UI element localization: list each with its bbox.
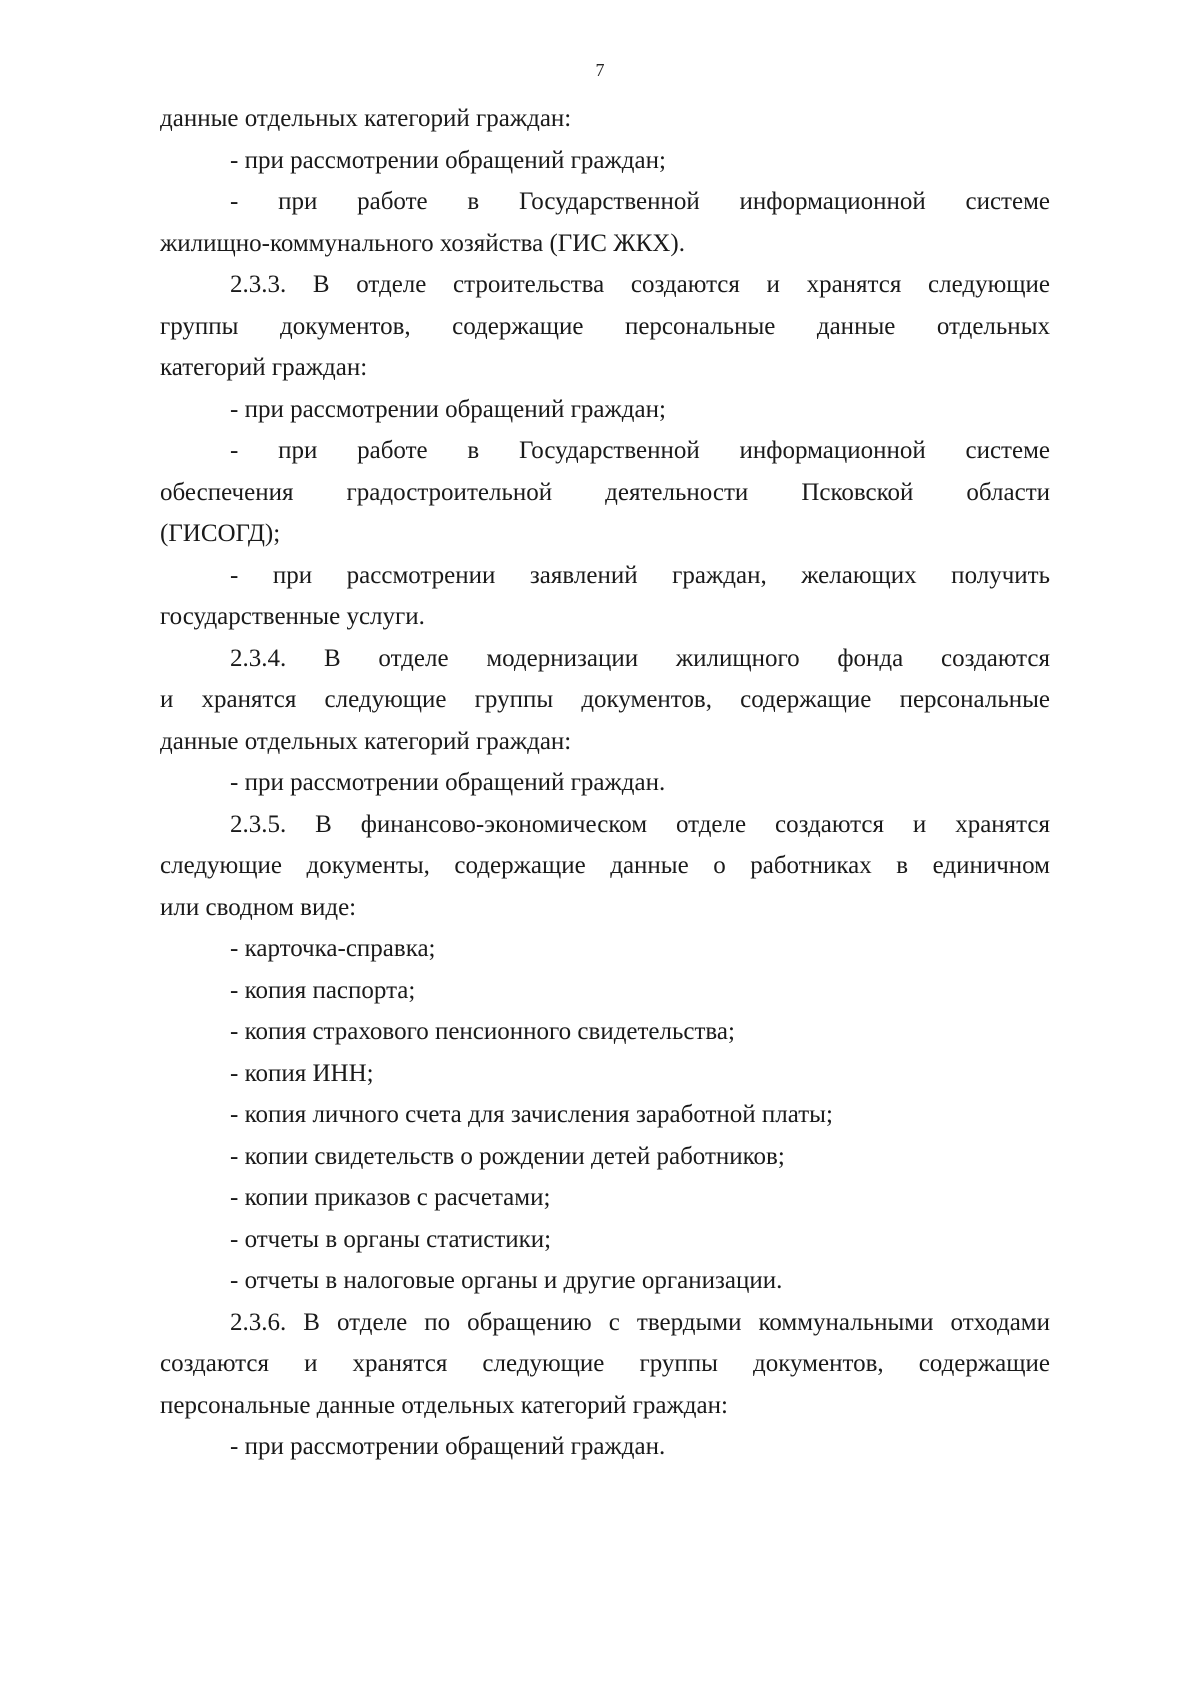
- list-item: - при рассмотрении обращений граждан;: [230, 395, 666, 423]
- list-item: - при рассмотрении обращений граждан.: [230, 769, 666, 796]
- text-line: и хранятся следующие группы документов, содержащие персональные: [160, 686, 1050, 713]
- text-line: или сводном виде:: [160, 893, 357, 921]
- text-line: следующие документы, содержащие данные о работниках в единичном: [160, 852, 1050, 879]
- list-item: - карточка-справка;: [230, 935, 436, 962]
- section-2-3-5-heading: 2.3.5. В финансово-экономическом отделе создаются и хранятся: [230, 810, 1050, 838]
- list-item: - при работе в Государственной информационной системе: [230, 188, 1050, 215]
- text-line: обеспечения градостроительной деятельности Псковской области: [160, 478, 1050, 506]
- list-item: - копия паспорта;: [230, 976, 416, 1004]
- text-line: (ГИСОГД);: [160, 520, 281, 547]
- text-line: группы документов, содержащие персональные данные отдельных: [160, 312, 1050, 340]
- text-line: жилищно-коммунального хозяйства (ГИС ЖКХ).: [160, 229, 685, 257]
- list-item: - копия страхового пенсионного свидетельства;: [230, 1018, 735, 1045]
- list-item: - отчеты в органы статистики;: [230, 1225, 552, 1253]
- list-item: - копии свидетельств о рождении детей работников;: [230, 1142, 785, 1170]
- section-2-3-3-heading: 2.3.3. В отделе строительства создаются и хранятся следующие: [230, 271, 1050, 298]
- list-item: - копии приказов с расчетами;: [230, 1184, 551, 1211]
- list-item: - копия ИНН;: [230, 1059, 374, 1087]
- list-item: - отчеты в налоговые органы и другие организации.: [230, 1267, 783, 1294]
- text-line: данные отдельных категорий граждан:: [160, 727, 572, 755]
- page-number: 7: [595, 60, 605, 80]
- text-line: государственные услуги.: [160, 603, 425, 630]
- list-item: - при работе в Государственной информационной системе: [230, 437, 1050, 464]
- document-body: [160, 98, 1050, 1468]
- list-item: - при рассмотрении обращений граждан.: [230, 1433, 666, 1460]
- text-line: создаются и хранятся следующие группы документов, содержащие: [160, 1350, 1050, 1377]
- text-line: категорий граждан:: [160, 354, 368, 381]
- list-item: - при рассмотрении заявлений граждан, желающих получить: [230, 561, 1050, 589]
- text-line: данные отдельных категорий граждан:: [160, 105, 572, 132]
- section-2-3-4-heading: 2.3.4. В отделе модернизации жилищного фонда создаются: [230, 644, 1050, 672]
- list-item: - при рассмотрении обращений граждан;: [230, 146, 666, 174]
- section-2-3-6-heading: 2.3.6. В отделе по обращению с твердыми коммунальными отходами: [230, 1308, 1050, 1336]
- text-line: персональные данные отдельных категорий граждан:: [160, 1391, 728, 1419]
- list-item: - копия личного счета для зачисления заработной платы;: [230, 1101, 833, 1128]
